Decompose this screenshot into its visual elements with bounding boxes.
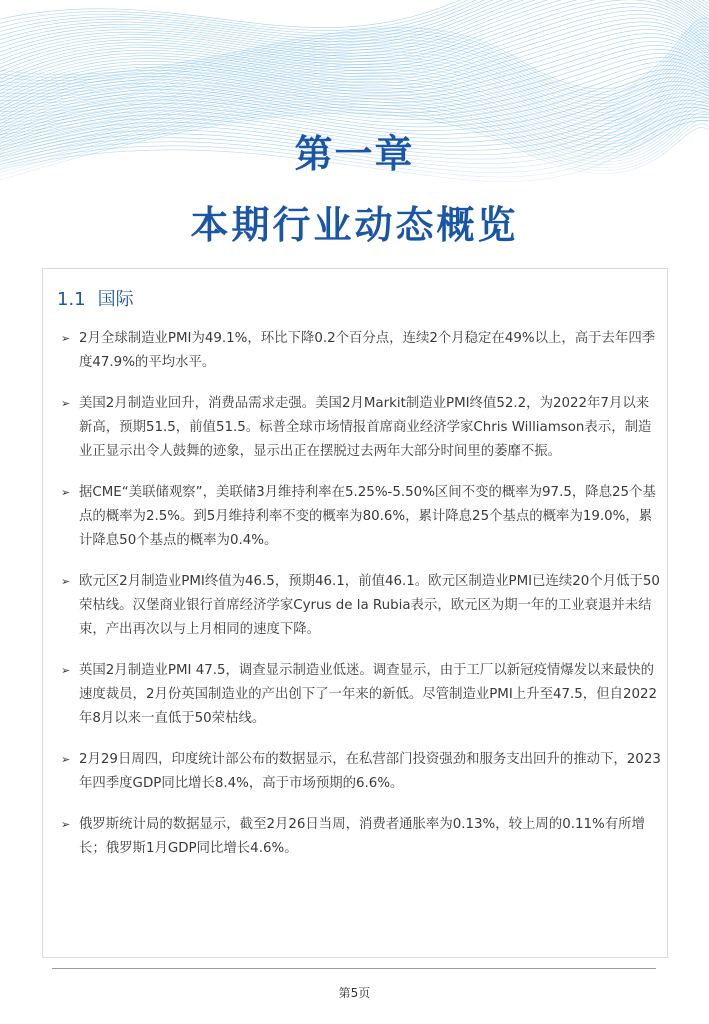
bullet-text: 俄罗斯统计局的数据显示，截至2月26日当周，消费者通胀率为0.13%，较上周的0.11%有所增长；俄罗斯1月GDP同比增长4.6%。 xyxy=(79,817,645,856)
arrow-bullet-icon: ➢ xyxy=(61,332,71,345)
bullet-text: 2月全球制造业PMI为49.1%，环比下降0.2个百分点，连续2个月稳定在49%以上，高于去年四季度47.9%的平均水平。 xyxy=(79,331,656,370)
bullet-item xyxy=(61,392,661,464)
arrow-bullet-icon: ➢ xyxy=(61,818,71,831)
bullet-item xyxy=(61,659,661,731)
content-box xyxy=(42,268,668,958)
section-number: 1.1 xyxy=(57,289,86,310)
bullet-text: 英国2月制造业PMI 47.5，调查显示制造业低迷。调查显示，由于工厂以新冠疫情爆发以来最快的速度裁员，2月份英国制造业的产出创下了一年来的新低。尽管制造业PMI上升至47.5，但自2022年8月以来一直低于50荣枯线。 xyxy=(79,663,658,726)
section-heading xyxy=(57,285,134,315)
bullet-item xyxy=(61,748,661,796)
bullet-text: 2月29日周四，印度统计部公布的数据显示，在私营部门投资强劲和服务支出回升的推动下，2023年四季度GDP同比增长8.4%，高于市场预期的6.6%。 xyxy=(79,752,661,791)
arrow-bullet-icon: ➢ xyxy=(61,753,71,766)
chapter-title: 第一章 xyxy=(294,132,415,176)
bullet-text: 欧元区2月制造业PMI终值为46.5，预期46.1，前值46.1。欧元区制造业PMI已连续20个月低于50荣枯线。汉堡商业银行首席经济学家Cyrus de la Rubia表示，欧元区为期一年的工业衰退并未结束，产出再次以与上月相同的速度下降。 xyxy=(79,574,660,637)
chapter-subtitle: 本期行业动态概览 xyxy=(190,203,519,247)
arrow-bullet-icon: ➢ xyxy=(61,664,71,677)
page-number: 第5页 xyxy=(338,986,371,1000)
bullet-item xyxy=(61,481,661,553)
arrow-bullet-icon: ➢ xyxy=(61,486,71,499)
bullet-item xyxy=(61,813,661,861)
bullet-item xyxy=(61,327,661,375)
footer-divider xyxy=(52,968,656,969)
bullet-list xyxy=(61,327,661,878)
arrow-bullet-icon: ➢ xyxy=(61,575,71,588)
bullet-text: 据CME“美联储观察”，美联储3月维持利率在5.25%-5.50%区间不变的概率为97.5，降息25个基点的概率为2.5%。到5月维持利率不变的概率为80.6%，累计降息25个基点的概率为19.0%，累计降息50个基点的概率为0.4%。 xyxy=(79,485,656,548)
section-title: 国际 xyxy=(97,289,134,310)
arrow-bullet-icon: ➢ xyxy=(61,397,71,410)
bullet-text: 美国2月制造业回升，消费品需求走强。美国2月Markit制造业PMI终值52.2，为2022年7月以来新高，预期51.5，前值51.5。标普全球市场情报首席商业经济学家Chris Williamson表示，制造业正显示出令人鼓舞的迹象，显示出正在摆脱过去两年大部分时间里的萎靡不振。 xyxy=(79,396,652,459)
bullet-item xyxy=(61,570,661,642)
